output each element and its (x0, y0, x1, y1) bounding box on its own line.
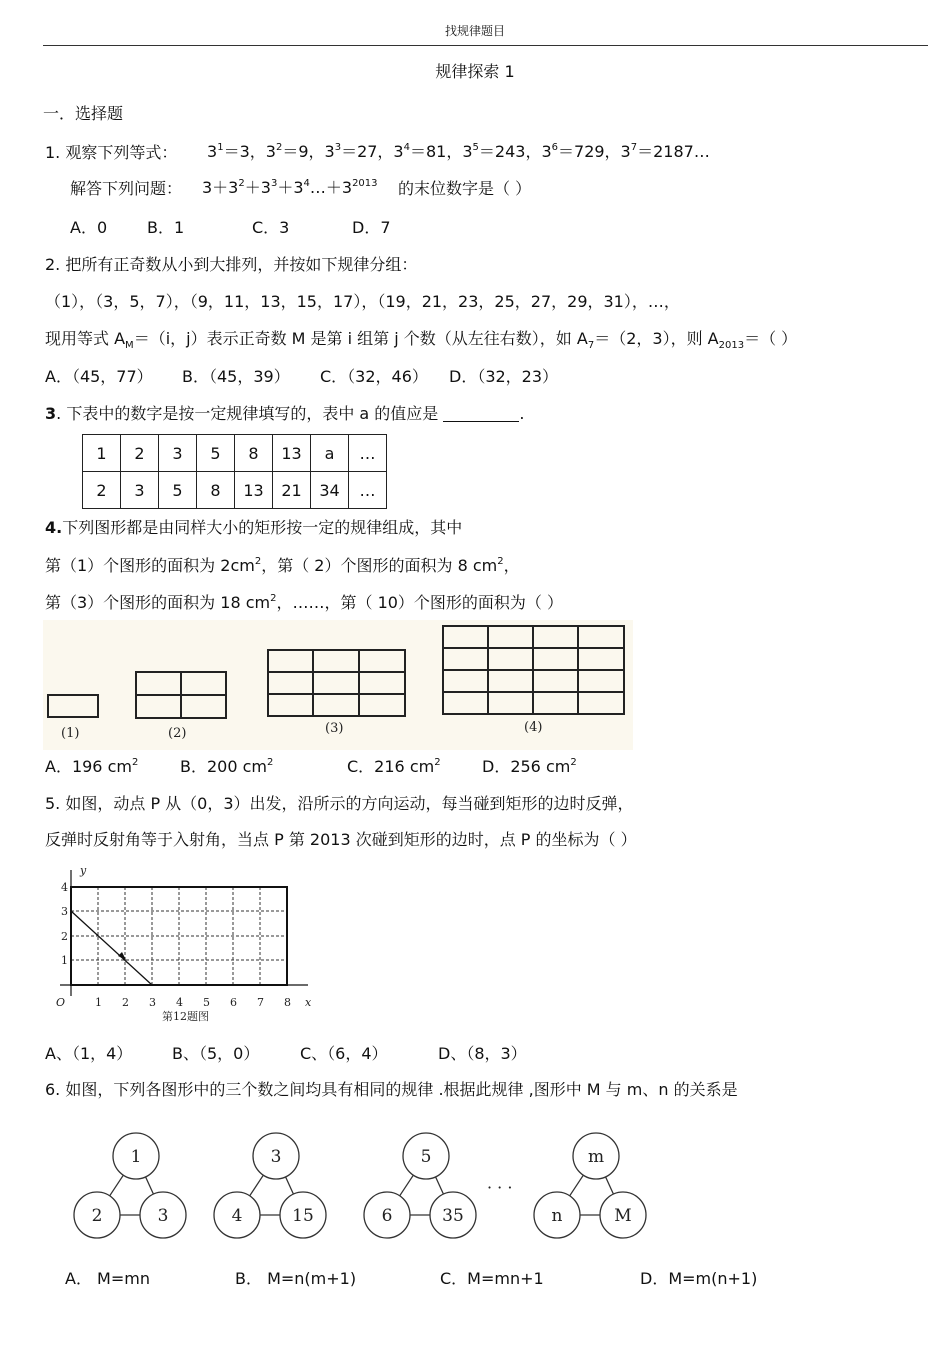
table-cell: 5 (159, 472, 197, 509)
circle-number: 1 (130, 1147, 142, 1167)
q4-option-b: B．200 $cm^2$ (180, 757, 274, 776)
q3-answer-blank (443, 407, 519, 422)
x-tick-3: 3 (149, 996, 156, 1009)
table-row (83, 435, 387, 472)
q2-option-d: D．（32，23） (449, 367, 559, 386)
table-cell: 21 (273, 472, 311, 509)
q1-answer-prompt: 解答下列问题： (70, 179, 183, 198)
y-axis-label: y (80, 864, 87, 877)
q3-stem: 3. 下表中的数字是按一定规律填写的，表中 a 的值应是 . (45, 404, 525, 423)
section-heading: 一．选择题 (43, 104, 124, 123)
figure-caption: 第12题图 (162, 1010, 209, 1023)
y-tick-2: 2 (61, 930, 68, 943)
q6-option-a: A． M=mn (65, 1269, 150, 1288)
table-cell: … (349, 472, 387, 509)
fig-label-1: (1) (61, 726, 80, 741)
table-cell: 13 (273, 435, 311, 472)
fig-label-2: (2) (168, 726, 187, 741)
q5-option-a: A、（1，4） (45, 1044, 133, 1063)
origin-label: O (56, 996, 66, 1009)
q1-option-d: D．7 (352, 218, 391, 237)
table-cell: 13 (235, 472, 273, 509)
triangle-group (534, 1133, 646, 1238)
circle-number: n (551, 1206, 563, 1226)
table-cell: 34 (311, 472, 349, 509)
header-rule (43, 45, 928, 46)
circle-number: 3 (270, 1147, 282, 1167)
q4-option-d: D．256 $cm^2$ (482, 757, 577, 776)
x-tick-2: 2 (122, 996, 129, 1009)
q2-option-a: A．（45，77） (45, 367, 153, 386)
q4-option-c: C．216 $cm^2$ (347, 757, 441, 776)
q2-groups: （1），（3，5，7），（9，11，13，15，17），（19，21，23，25，27，29，31），…， (45, 292, 680, 311)
table-cell: a (311, 435, 349, 472)
x-tick-6: 6 (230, 996, 237, 1009)
table-cell: … (349, 435, 387, 472)
q4-area-line2: 第（3）个图形的面积为 18 $cm^2$，……，第（ 10）个图形的面积为（ ） (45, 593, 564, 612)
table-cell: 8 (235, 435, 273, 472)
q5-line1: 5. 如图，动点 P 从（0，3）出发，沿所示的方向运动，每当碰到矩形的边时反弹， (45, 794, 634, 813)
x-tick-4: 4 (176, 996, 183, 1009)
table-cell: 3 (121, 472, 159, 509)
triangle-group (74, 1133, 186, 1238)
table-cell: 3 (159, 435, 197, 472)
page-title: 规律探索 1 (435, 62, 515, 81)
x-tick-1: 1 (95, 996, 102, 1009)
circle-number: 6 (381, 1206, 393, 1226)
q1-option-b: B．1 (147, 218, 185, 237)
q2-rule: 现用等式 $A_M=(i$，j）表示正奇数 M 是第 i 组第 j 个数（从左往右数），如 $A_7=(2$，3），则 $A_{2013}=$（ ） (45, 329, 798, 352)
ellipsis-dots: · · · (487, 1178, 513, 1197)
circle-number: 2 (91, 1206, 103, 1226)
x-tick-7: 7 (257, 996, 264, 1009)
q4-option-a: A．196 $cm^2$ (45, 757, 139, 776)
circle-number: 35 (442, 1206, 464, 1226)
q6-stem: 6. 如图，下列各图形中的三个数之间均具有相同的规律 .根据此规律 ,图形中 M 与 m、n 的关系是 (45, 1080, 738, 1099)
q5-option-d: D、（8，3） (438, 1044, 527, 1063)
triangle-group (364, 1133, 476, 1238)
q6-option-d: D．M=m(n+1) (640, 1269, 758, 1288)
q6-triangle-figure (60, 1125, 660, 1245)
y-tick-3: 3 (61, 905, 68, 918)
q4-stem: 4.下列图形都是由同样大小的矩形按一定的规律组成，其中 (45, 518, 463, 537)
q6-option-b: B． M=n(m+1) (235, 1269, 357, 1288)
q4-figure (43, 620, 633, 750)
q1-option-a: A．0 (70, 218, 108, 237)
q2-stem: 2. 把所有正奇数从小到大排列，并按如下规律分组： (45, 255, 418, 274)
circle-number: 4 (231, 1206, 243, 1226)
q5-coordinate-figure (50, 860, 340, 1025)
q1-equalities: $3^1=3$，$3^2=9$，$3^3=27$，$3^4=81$，$3^5=243$，$3^6=729$，$3^7=2187\dots$ (207, 142, 710, 161)
q4-area-line1: 第（1）个图形的面积为 $2cm^2$，第（ 2）个图形的面积为 8 $cm^2$， (45, 556, 520, 575)
q1-expression: $3+3^2+3^3+3^4\dots+3^{2013}$ (202, 178, 378, 197)
q6-option-c: C．M=mn+1 (440, 1269, 544, 1288)
fig-label-4: (4) (524, 720, 543, 735)
circle-number: 15 (292, 1206, 314, 1226)
triangle-group (214, 1133, 326, 1238)
circle-number: 5 (420, 1147, 432, 1167)
table-cell: 8 (197, 472, 235, 509)
q2-option-c: C．（32，46） (320, 367, 428, 386)
q5-option-b: B、（5，0） (172, 1044, 260, 1063)
q1-stem: 1. 观察下列等式： (45, 143, 178, 162)
circle-number: m (587, 1147, 605, 1167)
table-cell: 2 (83, 472, 121, 509)
q2-option-b: B．（45，39） (182, 367, 290, 386)
fig-label-3: (3) (325, 721, 344, 736)
table-cell: 2 (121, 435, 159, 472)
circle-number: 3 (157, 1206, 169, 1226)
circle-number: M (614, 1206, 632, 1226)
x-tick-5: 5 (203, 996, 210, 1009)
q5-option-c: C、（6，4） (300, 1044, 388, 1063)
q3-sequence-table (82, 434, 387, 509)
table-cell: 5 (197, 435, 235, 472)
page-header: 找规律题目 (444, 24, 505, 38)
q5-line2: 反弹时反射角等于入射角，当点 P 第 2013 次碰到矩形的边时，点 P 的坐标为（ ） (45, 830, 637, 849)
y-tick-4: 4 (61, 881, 68, 894)
q1-option-c: C．3 (252, 218, 290, 237)
table-cell: 1 (83, 435, 121, 472)
q1-answer-suffix: 的末位数字是（ ） (398, 179, 532, 198)
x-axis-label: x (305, 996, 312, 1009)
y-tick-1: 1 (61, 954, 68, 967)
table-row (83, 472, 387, 509)
x-tick-8: 8 (284, 996, 291, 1009)
